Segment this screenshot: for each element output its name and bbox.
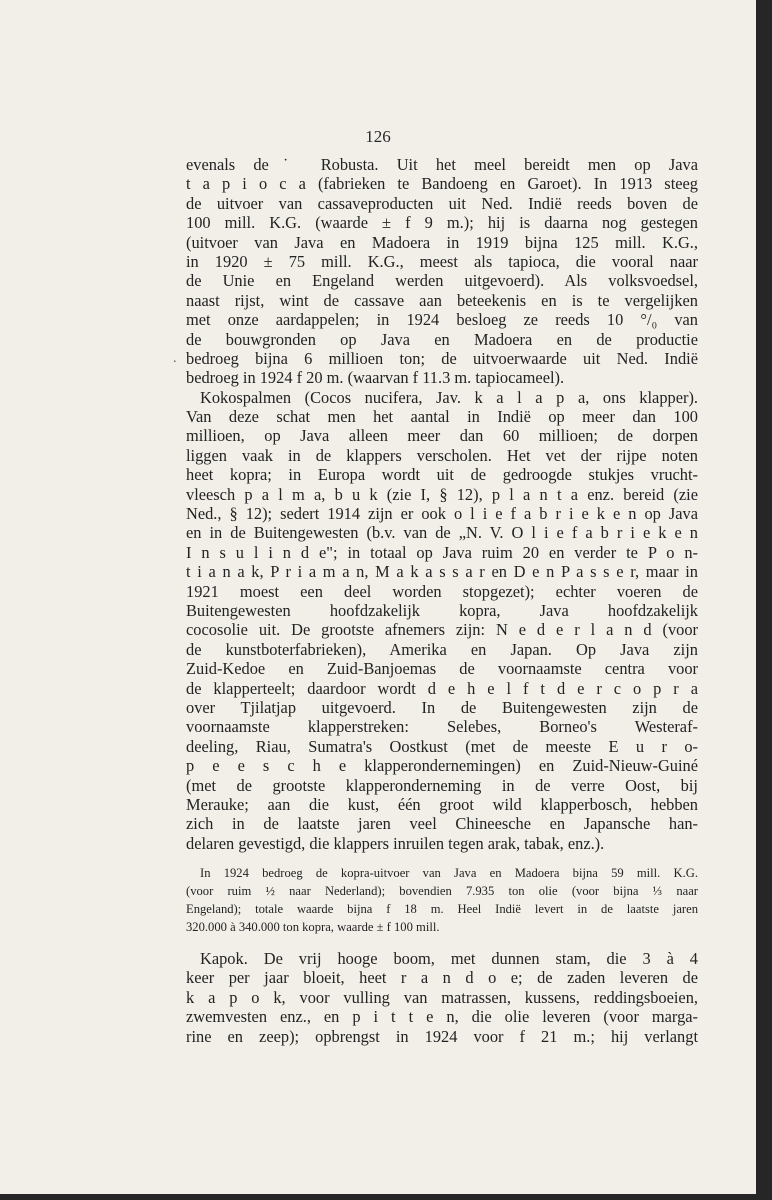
text-line: vleesch p a l m a, b u k (zie I, § 12), p l a n t a enz. bereid (zie — [186, 484, 698, 504]
note-line: 320.000 à 340.000 ton kopra, waarde ± f 100 mill. — [186, 920, 440, 935]
text-line: voornaamste klapperstreken: Selebes, Borneo's Westeraf- — [186, 717, 698, 737]
text-line: t i a n a k, P r i a m a n, M a k a s s a r en D e n P a s s e r, maar in — [186, 562, 698, 582]
text-line: de Unie en Engeland werden uitgevoerd). Als volksvoedsel, — [186, 271, 698, 291]
paragraph-kapok — [186, 949, 698, 1046]
text-line: en in de Buitengewesten (b.v. van de „N. V. O l i e f a b r i e k e n — [186, 523, 698, 543]
text-line: keer per jaar bloeit, heet r a n d o e; de zaden leveren de — [186, 968, 698, 988]
text-line: Merauke; aan die kust, één groot wild klapperbosch, hebben — [186, 794, 698, 814]
page-number: 126 — [365, 127, 391, 146]
text-line: de uitvoer van cassaveproducten uit Ned. Indië reeds boven de — [186, 193, 698, 213]
text-line: Van deze schat men het aantal in Indië op meer dan 100 — [186, 407, 698, 427]
text-line: delaren gevestigd, die klappers inruilen tegen arak, tabak, enz.). — [186, 833, 605, 853]
note-line: Engeland); totale waarde bijna f 18 m. Heel Indië levert in de laatste jaren — [186, 902, 698, 917]
text-line: (met de grootste klapperonderneming in de verre Oost, bij — [186, 775, 698, 795]
text-line: Kapok. De vrij hooge boom, met dunnen stam, die 3 à 4 — [200, 949, 698, 969]
margin-mark: . — [173, 351, 177, 366]
text-line: k a p o k, voor vulling van matrassen, kussens, reddingsboeien, — [186, 987, 698, 1007]
scan-border-bottom — [0, 1194, 772, 1200]
scan-border-right — [756, 0, 772, 1200]
text-line: liggen vaak in de klappers verscholen. Het vet der rijpe noten — [186, 445, 698, 465]
text-line: in 1920 ± 75 mill. K.G., meest als tapioca, die vooral naar — [186, 251, 698, 271]
text-line: Zuid-Kedoe en Zuid-Banjoemas de voornaamste centra voor — [186, 659, 698, 679]
text-line: bedroeg in 1924 f 20 m. (waarvan f 11.3 m. tapiocameel). — [186, 368, 565, 388]
text-line: de bouwgronden op Java en Madoera en de productie — [186, 329, 698, 349]
text-line: evenals de˙ Robusta. Uit het meel bereidt men op Java — [186, 155, 698, 174]
text-line: p e e s c h e klapperondernemingen) en Zuid-Nieuw-Guiné — [186, 756, 698, 776]
body-text — [186, 155, 698, 1046]
paragraph-gap — [186, 936, 698, 949]
text-line: de klapperteelt; daardoor wordt d e h e l f t d e r c o p r a — [186, 678, 698, 698]
text-line: over Tjilatjap uitgevoerd. In de Buitengewesten zijn de — [186, 697, 698, 717]
text-line: zwemvesten enz., en p i t t e n, die olie leveren (voor marga- — [186, 1007, 698, 1027]
text-line: 100 mill. K.G. (waarde ± f 9 m.); hij is daarna nog gestegen — [186, 213, 698, 233]
text-line: deeling, Riau, Sumatra's Oostkust (met de meeste E u r o- — [186, 736, 698, 756]
note-line: (voor ruim ½ naar Nederland); bovendien 7.935 ton olie (voor bijna ⅓ naar — [186, 884, 698, 899]
paragraph-kokospalmen — [186, 388, 698, 853]
text-line: Ned., § 12); sedert 1914 zijn er ook o l i e f a b r i e k e n op Java — [186, 504, 698, 524]
text-line: cocosolie uit. De grootste afnemers zijn: N e d e r l a n d (voor — [186, 620, 698, 640]
text-line: zich in de laatste jaren veel Chineesche en Japansche han- — [186, 814, 698, 834]
note-line: In 1924 bedroeg de kopra-uitvoer van Java en Madoera bijna 59 mill. K.G. — [200, 866, 698, 881]
text-line: Buitengewesten hoofdzakelijk kopra, Java hoofdzakelijk — [186, 600, 698, 620]
text-line: naast rijst, wint de cassave aan beteekenis en is te vergelijken — [186, 290, 698, 310]
text-line: de kunstboterfabrieken), Amerika en Japan. Op Java zijn — [186, 639, 698, 659]
text-line: rine en zeep); opbrengst in 1924 voor f 21 m.; hij verlangt — [186, 1026, 698, 1046]
text-line: t a p i o c a (fabrieken te Bandoeng en Garoet). In 1913 steeg — [186, 174, 698, 194]
text-line: 1921 moest een deel worden stopgezet); echter voeren de — [186, 581, 698, 601]
text-line: bedroeg bijna 6 millioen ton; de uitvoerwaarde uit Ned. Indië — [186, 348, 698, 368]
text-line: I n s u l i n d e"; in totaal op Java ruim 20 en verder te P o n- — [186, 542, 698, 562]
footnote-paragraph — [186, 864, 698, 936]
text-line: (uitvoer van Java en Madoera in 1919 bijna 125 mill. K.G., — [186, 232, 698, 252]
text-line: heet kopra; in Europa wordt uit de gedroogde stukjes vrucht- — [186, 465, 698, 485]
text-line: Kokospalmen (Cocos nucifera, Jav. k a l a p a, ons klapper). — [200, 387, 698, 407]
text-line: millioen, op Java alleen meer dan 60 millioen; de dorpen — [186, 426, 698, 446]
paragraph-cassave — [186, 155, 698, 388]
text-line: met onze aardappelen; in 1924 besloeg ze reeds 10 °/₀ van — [186, 310, 698, 330]
